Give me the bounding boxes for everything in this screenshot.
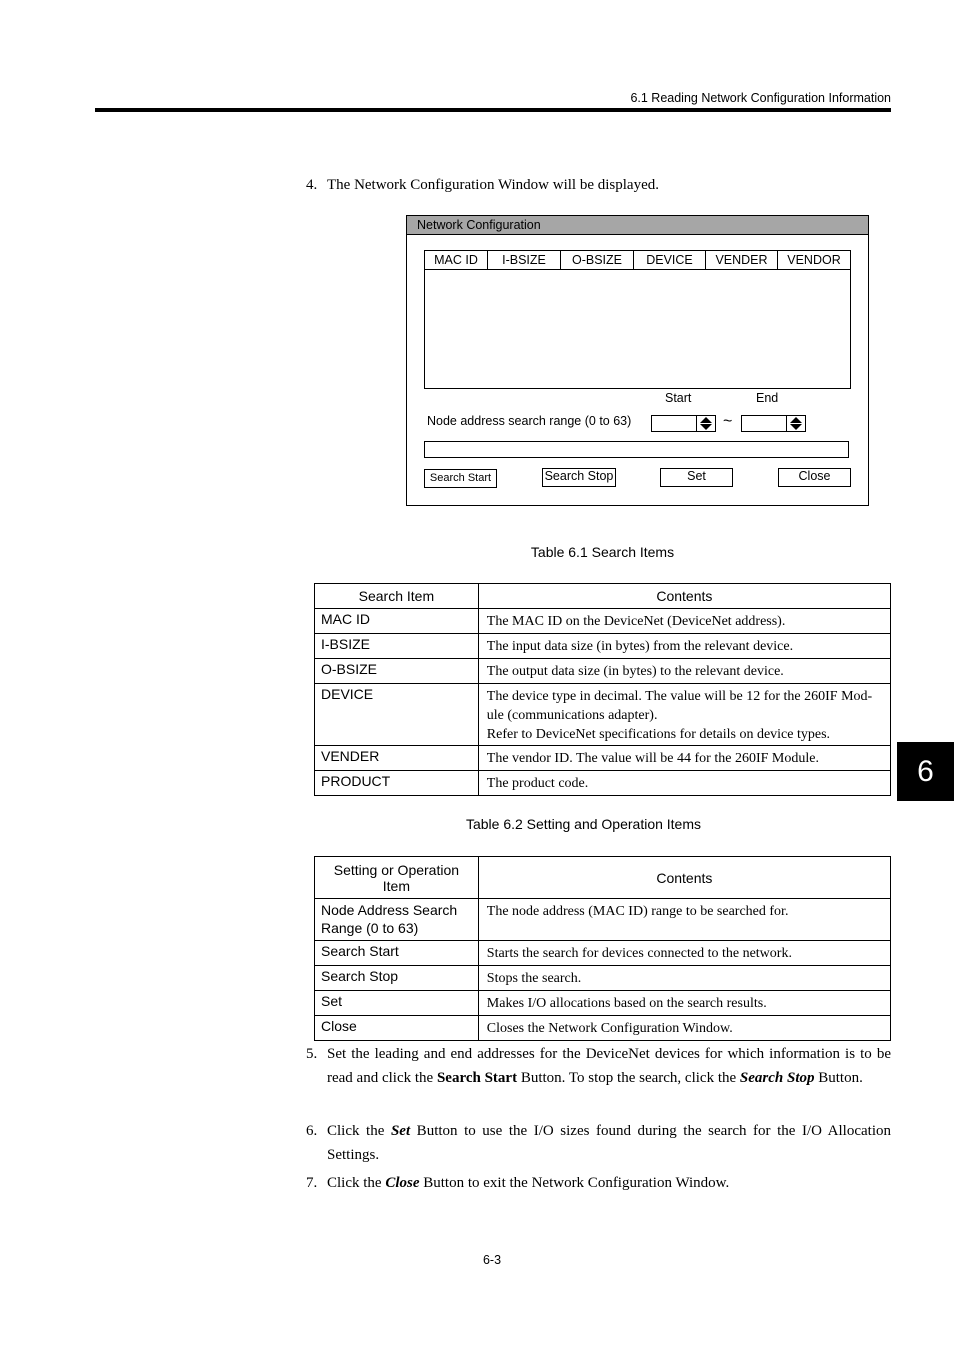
text-run: Button. To stop the search, click the [517,1070,740,1086]
contents-line: ule (communications adapter). [486,708,658,723]
step-number: 4. [306,177,318,193]
table-header: Search Item [315,584,479,609]
set-button[interactable]: Set [660,468,733,487]
table-cell-item: Node Address Search Range (0 to 63) [315,899,479,941]
contents-line: The device type in decimal. The value will be 12 for the 260IF Mod- [486,689,873,704]
text-run: Button to use the I/O sizes found during the search for the I/O Allocation Settings. [327,1123,892,1163]
table-header: Contents [478,584,890,609]
spinner-arrows[interactable] [786,416,805,431]
table-cell-item: Set [315,991,479,1016]
step-text [327,1171,891,1195]
table-cell-contents: The vendor ID. The value will be 44 for the 260IF Module. [478,746,890,771]
step-number: 5. [306,1046,318,1062]
network-configuration-window [406,215,869,506]
table-header: Setting or Operation Item [315,857,479,899]
end-address-spinner[interactable] [741,415,806,432]
search-stop-emphasis: Search Stop [739,1070,815,1086]
window-title-bar[interactable]: Network Configuration [407,216,868,235]
step-7 [306,1171,891,1195]
table-cell-item: MAC ID [315,609,479,634]
column-mac-id[interactable]: MAC ID [425,251,488,269]
page-number: 6-3 [482,1253,502,1267]
column-i-bsize[interactable]: I-BSIZE [488,251,561,269]
step-number: 7. [306,1175,318,1191]
header-rule [95,108,891,112]
table-cell-item: DEVICE [315,684,479,746]
step-5 [306,1042,891,1114]
start-address-spinner[interactable] [651,415,716,432]
text-run: Button to exit the Network Configuration Window. [419,1175,730,1191]
table-cell-contents: The node address (MAC ID) range to be searched for. [478,899,890,941]
text-run: Button. [814,1070,863,1086]
setting-operation-items-table [314,856,891,1041]
status-field [424,441,849,458]
table-cell-contents: Makes I/O allocations based on the search results. [478,991,890,1016]
end-label: End [756,391,779,405]
search-start-emphasis: Search Start [436,1070,518,1086]
table-cell-item: Search Stop [315,966,479,991]
running-header: 6.1 Reading Network Configuration Information [630,91,891,105]
table-cell-contents: Closes the Network Configuration Window. [478,1016,890,1041]
table-cell-item: PRODUCT [315,771,479,796]
table-cell-contents: The input data size (in bytes) from the relevant device. [478,634,890,659]
table-6-1-caption: Table 6.1 Search Items [530,544,675,560]
step-text [327,1119,891,1167]
arrow-up-icon[interactable] [700,417,712,423]
text-run: Click the [327,1175,386,1191]
device-list-header [425,251,850,270]
search-stop-button[interactable]: Search Stop [542,468,616,487]
table-cell-item: I-BSIZE [315,634,479,659]
table-cell-contents: Stops the search. [478,966,890,991]
table-6-2-caption: Table 6.2 Setting and Operation Items [465,816,702,832]
chapter-tab: 6 [897,742,954,801]
table-cell-item: O-BSIZE [315,659,479,684]
step-4 [306,173,891,197]
table-header: Contents [478,857,890,899]
table-cell-item: VENDER [315,746,479,771]
column-o-bsize[interactable]: O-BSIZE [561,251,634,269]
step-number: 6. [306,1123,318,1139]
search-items-table [314,583,891,796]
arrow-down-icon[interactable] [790,424,802,430]
range-tilde: ~ [723,413,733,430]
table-cell-contents: The MAC ID on the DeviceNet (DeviceNet address). [478,609,890,634]
column-device[interactable]: DEVICE [634,251,706,269]
text-run: Set the leading and end addresses for the DeviceNet devices for which information is to be read and click the [327,1046,891,1086]
device-list[interactable] [424,250,851,389]
table-cell-contents [478,684,890,746]
range-label: Node address search range (0 to 63) [427,414,632,428]
arrow-up-icon[interactable] [790,417,802,423]
table-cell-item: Close [315,1016,479,1041]
column-vendor[interactable]: VENDOR [787,253,841,267]
contents-line: Refer to DeviceNet specifications for details on device types. [486,727,831,742]
step-text [327,1042,891,1090]
spinner-arrows[interactable] [696,416,715,431]
table-cell-contents: Starts the search for devices connected to the network. [478,941,890,966]
start-label: Start [665,391,692,405]
table-cell-contents: The product code. [478,771,890,796]
close-button[interactable]: Close [778,468,851,487]
close-emphasis: Close [385,1175,420,1191]
column-vender[interactable]: VENDER [706,251,778,269]
step-6 [306,1119,891,1167]
arrow-down-icon[interactable] [700,424,712,430]
set-emphasis: Set [390,1123,411,1139]
table-cell-contents: The output data size (in bytes) to the relevant device. [478,659,890,684]
search-start-button[interactable]: Search Start [424,469,497,488]
step-text: The Network Configuration Window will be displayed. [327,177,659,193]
table-cell-item: Search Start [315,941,479,966]
text-run: Click the [327,1123,391,1139]
